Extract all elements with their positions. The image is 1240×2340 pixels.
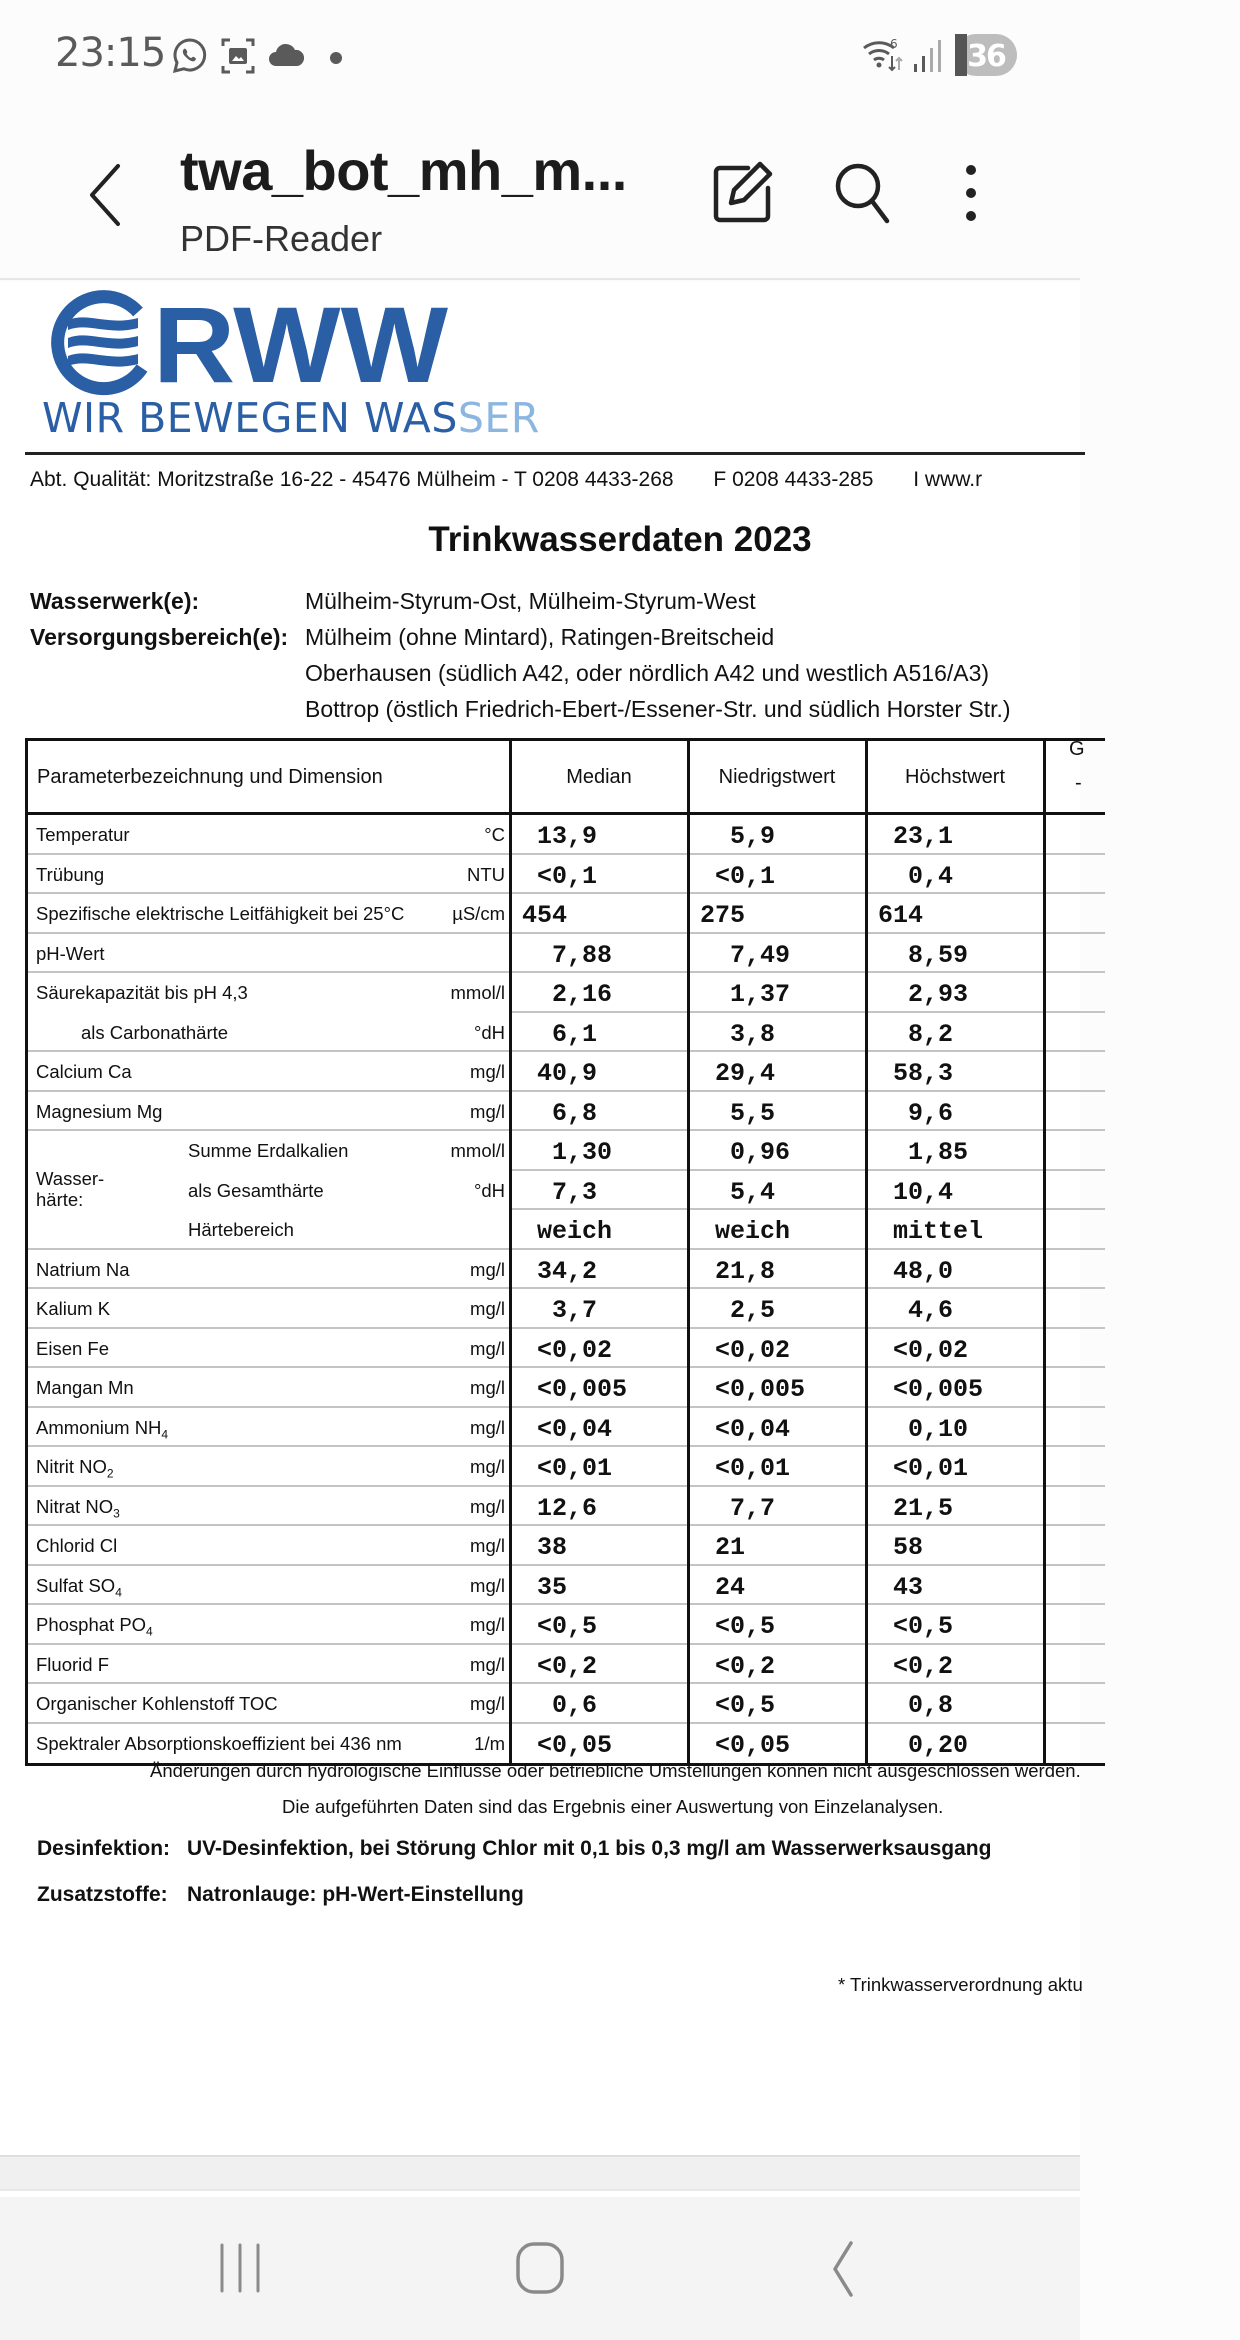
parameter-name-text: Härtebereich: [188, 1219, 294, 1240]
disinfection-label: Desinfektion:: [37, 1837, 171, 1860]
parameter-unit: 1/m: [474, 1732, 505, 1754]
parameter-name-text: Mangan Mn: [36, 1377, 134, 1398]
edit-icon: [716, 164, 770, 220]
parameter-name: [36, 1061, 132, 1083]
table-row: [25, 855, 1105, 895]
info-value: Mülheim (ohne Mintard), Ratingen-Breitscheid: [305, 624, 775, 650]
value-median: 38: [522, 1533, 568, 1562]
parameter-name-text: Phosphat PO: [36, 1614, 147, 1635]
parameter-unit: mg/l: [470, 1258, 505, 1280]
value-median: weich: [522, 1217, 613, 1246]
value-min: <0,005: [700, 1375, 806, 1404]
footnote-data: Die aufgeführten Daten sind das Ergebnis einer Auswertung von Einzelanalysen.: [282, 1796, 944, 1817]
parameter-name: [36, 1377, 134, 1399]
value-min: 24: [700, 1572, 746, 1602]
system-nav-bar: [0, 2197, 1080, 2340]
column-divider: [865, 738, 868, 1766]
value-max: 23,1: [878, 822, 954, 851]
value-median: 0,6: [522, 1691, 598, 1720]
value-max: mittel: [878, 1217, 984, 1246]
value-max: <0,02: [878, 1335, 969, 1365]
value-min: 7,49: [700, 940, 791, 970]
value-median: 6,1: [522, 1019, 598, 1049]
header-rule: [25, 452, 1085, 455]
parameter-name: [36, 1259, 130, 1281]
parameter-name-text: Spezifische elektrische Leitfähigkeit bei 25°C: [36, 903, 405, 924]
value-max: 0,8: [878, 1691, 954, 1720]
parameter-unit: mg/l: [470, 1416, 505, 1438]
table-row: [25, 1092, 1105, 1132]
value-min: 0,96: [700, 1138, 791, 1167]
parameter-name: [36, 1575, 122, 1600]
parameter-name-text: Säurekapazität bis pH 4,3: [36, 982, 248, 1003]
table-row: [25, 1645, 1105, 1685]
value-max: 21,5: [878, 1493, 954, 1523]
parameter-unit: mg/l: [470, 1298, 505, 1319]
table-row: [25, 815, 1105, 855]
value-min: <0,05: [700, 1730, 791, 1760]
value-median: 6,8: [522, 1098, 598, 1128]
header-parameter: Parameterbezeichnung und Dimension: [37, 765, 383, 788]
value-median: <0,005: [522, 1375, 628, 1404]
value-max: <0,005: [878, 1375, 984, 1404]
parameter-name-text: Spektraler Absorptionskoeffizient bei 436 nm: [36, 1732, 402, 1754]
parameter-unit: mg/l: [470, 1495, 505, 1517]
address-line: [30, 468, 1016, 492]
parameter-name-text: Natrium Na: [36, 1258, 130, 1280]
additives-row: [37, 1883, 524, 1907]
parameter-unit: °dH: [473, 1021, 505, 1043]
table-row: [25, 1566, 1105, 1606]
value-median: <0,2: [522, 1651, 598, 1681]
value-min: <0,02: [700, 1335, 791, 1365]
value-min: 3,8: [700, 1019, 776, 1049]
value-max: <0,01: [878, 1454, 969, 1483]
document-title: twa_bot_mh_m...: [180, 139, 627, 202]
table-row: [25, 1013, 1105, 1053]
value-min: 5,5: [700, 1098, 776, 1128]
value-min: <0,04: [700, 1414, 791, 1444]
parameter-name: [36, 1496, 120, 1521]
value-median: <0,04: [522, 1414, 613, 1444]
value-min: 21,8: [700, 1256, 776, 1286]
parameter-name: [36, 903, 404, 925]
value-median: 7,88: [522, 940, 613, 970]
disinfection-value: UV-Desinfektion, bei Störung Chlor mit 0,1 bis 0,3 mg/l am Wasserwerksausgang: [187, 1837, 992, 1860]
additives-value: Natronlauge: pH-Wert-Einstellung: [187, 1883, 524, 1906]
address-fax: F 0208 4433-285: [713, 468, 874, 491]
search-icon: [838, 166, 887, 221]
table-row: [25, 1526, 1105, 1566]
info-value: Bottrop (östlich Friedrich-Ebert-/Essener-Str. und südlich Horster Str.): [305, 696, 1011, 722]
value-median: 3,7: [522, 1296, 598, 1325]
value-median: <0,01: [522, 1454, 613, 1483]
value-min: <0,1: [700, 861, 776, 891]
value-max: 58: [878, 1533, 924, 1562]
table-border-left: [25, 738, 28, 1766]
parameter-name: [36, 824, 130, 846]
header-max: Höchstwert: [904, 765, 1006, 788]
whatsapp-icon: [170, 36, 210, 76]
value-median: <0,02: [522, 1335, 613, 1365]
logo-text: RWW: [153, 284, 449, 405]
tagline-light: SER: [457, 394, 540, 442]
battery-level: 36: [967, 39, 1005, 74]
additives-label: Zusatzstoffe:: [37, 1883, 168, 1906]
value-max: <0,5: [878, 1612, 954, 1641]
footnote-changes: Änderungen durch hydrologische Einflüsse oder betriebliche Umstellungen können nicht ausgeschlossen werden.: [150, 1760, 1081, 1781]
table-row: [25, 1250, 1105, 1290]
parameter-name-text: Temperatur: [36, 824, 130, 845]
parameter-subscript: 2: [106, 1466, 114, 1481]
svg-text:6: 6: [890, 37, 898, 51]
table-row: [25, 1447, 1105, 1487]
parameter-name-text: pH-Wert: [36, 942, 105, 964]
parameter-unit: µS/cm: [452, 903, 505, 924]
parameter-name-text: Summe Erdalkalien: [188, 1140, 349, 1161]
value-max: 8,59: [878, 940, 969, 970]
table-row: [25, 1724, 1105, 1764]
table-row: [25, 894, 1105, 934]
parameter-unit: NTU: [466, 863, 505, 885]
more-options-button[interactable]: [936, 158, 1006, 228]
value-median: 13,9: [522, 822, 598, 851]
value-min: 275: [700, 901, 746, 930]
parameter-subscript: 4: [115, 1585, 122, 1600]
table-row: [25, 1289, 1105, 1329]
info-label: Wasserwerk(e):: [30, 588, 200, 614]
info-value: Oberhausen (südlich A42, oder nördlich A42 und westlich A516/A3): [305, 660, 990, 686]
value-max: 43: [878, 1572, 924, 1602]
value-median: 12,6: [522, 1493, 598, 1523]
header-median: Median: [566, 765, 632, 788]
parameter-name: [36, 1693, 278, 1715]
header-limit-partial-dash: -: [1075, 771, 1082, 794]
parameter-name: [36, 982, 248, 1004]
page-separator: [0, 2155, 1080, 2191]
value-max: 48,0: [878, 1256, 954, 1286]
parameter-name: [36, 1535, 117, 1557]
table-row: [25, 934, 1105, 974]
table-row: [25, 1171, 1105, 1211]
value-max: 1,85: [878, 1138, 969, 1167]
value-median: <0,1: [522, 861, 598, 891]
table-row: [25, 1052, 1105, 1092]
parameter-name: [36, 1456, 114, 1481]
address-web: I www.r: [913, 468, 983, 491]
parameter-unit: mg/l: [470, 1100, 505, 1122]
table-row: [25, 1487, 1105, 1527]
parameter-name: [188, 1219, 294, 1241]
value-min: <0,01: [700, 1454, 791, 1483]
value-min: <0,5: [700, 1612, 776, 1641]
info-value: Mülheim-Styrum-Ost, Mülheim-Styrum-West: [305, 588, 756, 614]
value-max: 9,6: [878, 1098, 954, 1128]
parameter-name-text: Eisen Fe: [36, 1337, 110, 1359]
search-button[interactable]: [828, 158, 898, 228]
table-row: [25, 1368, 1105, 1408]
rww-logo-graphic: [38, 284, 458, 405]
signal-icon: [910, 38, 946, 74]
parameter-name: [36, 943, 105, 965]
value-median: <0,5: [522, 1612, 598, 1641]
value-min: 21: [700, 1533, 746, 1562]
edit-button[interactable]: [708, 158, 778, 228]
table-row: [25, 973, 1105, 1013]
header-limit-partial: G: [1069, 737, 1085, 760]
parameter-name: [36, 1298, 110, 1320]
value-max: 0,20: [878, 1730, 969, 1760]
parameter-name: [36, 1338, 109, 1360]
parameter-name-text: als Carbonathärte: [81, 1021, 229, 1043]
table-row: [25, 1408, 1105, 1448]
value-median: 35: [522, 1572, 568, 1602]
column-divider: [509, 738, 512, 1766]
home-button[interactable]: [505, 2235, 575, 2301]
wifi-6-icon: [862, 36, 906, 76]
column-divider: [687, 738, 690, 1766]
parameter-name-text: Chlorid Cl: [36, 1535, 118, 1556]
value-median: 40,9: [522, 1059, 598, 1088]
value-max: 2,93: [878, 980, 969, 1009]
parameter-unit: mg/l: [470, 1061, 505, 1082]
parameter-name-text: Sulfat SO: [36, 1574, 116, 1596]
parameter-unit: mg/l: [470, 1653, 505, 1675]
recent-apps-icon: [222, 2245, 258, 2291]
more-options-icon: [966, 165, 976, 221]
table-row: [25, 1605, 1105, 1645]
parameter-name-text: Organischer Kohlenstoff TOC: [36, 1693, 278, 1714]
parameter-name-text: Nitrat NO: [36, 1495, 114, 1517]
parameter-name: [36, 1614, 153, 1639]
value-min: 2,5: [700, 1296, 776, 1325]
parameter-name: [188, 1180, 324, 1202]
cloud-icon: [266, 36, 306, 76]
tagline: [42, 394, 540, 442]
value-min: weich: [700, 1217, 791, 1246]
parameter-name: [36, 1417, 168, 1442]
value-max: <0,2: [878, 1651, 954, 1681]
parameter-name-text: Ammonium NH: [36, 1416, 162, 1438]
screenshot-icon: [220, 36, 256, 76]
parameter-unit: mg/l: [470, 1535, 505, 1556]
back-button[interactable]: [80, 160, 130, 230]
address-dept: Abt. Qualität: Moritzstraße 16-22 - 45476 Mülheim - T 0208 4433-268: [30, 468, 674, 491]
parameter-unit: mg/l: [470, 1693, 505, 1714]
rww-logo: [38, 284, 458, 405]
footnote-regulation: * Trinkwasserverordnung aktu: [838, 1974, 1083, 1995]
status-bar: [0, 0, 1080, 110]
app-bar: [0, 110, 1080, 280]
value-median: 454: [522, 901, 568, 930]
battery-indicator: [955, 34, 1017, 76]
column-divider: [1043, 738, 1046, 1766]
value-median: 7,3: [522, 1177, 598, 1207]
value-median: 34,2: [522, 1256, 598, 1286]
parameter-unit: mmol/l: [450, 982, 505, 1003]
parameter-name-text: Magnesium Mg: [36, 1100, 163, 1122]
parameter-unit: °C: [484, 824, 505, 845]
parameter-name: [36, 1101, 162, 1123]
table-row: [25, 1131, 1105, 1171]
parameter-name: [36, 1654, 109, 1676]
app-subtitle: PDF-Reader: [180, 218, 383, 259]
value-min: 7,7: [700, 1493, 776, 1523]
value-median: 1,30: [522, 1138, 613, 1167]
parameter-name-text: Nitrit NO: [36, 1456, 107, 1477]
document-heading: Trinkwasserdaten 2023: [428, 520, 812, 559]
parameter-subscript: 4: [146, 1624, 153, 1639]
parameter-unit: mmol/l: [450, 1140, 505, 1161]
pdf-page[interactable]: [0, 282, 1085, 2155]
parameter-name-text: Fluorid F: [36, 1653, 109, 1675]
parameter-name: [36, 1733, 402, 1755]
parameter-unit: mg/l: [470, 1574, 505, 1596]
parameter-name-text: Trübung: [36, 863, 105, 885]
value-min: 29,4: [700, 1059, 776, 1088]
value-max: 8,2: [878, 1019, 954, 1049]
parameter-name-text: Kalium K: [36, 1298, 111, 1319]
parameter-unit: °dH: [473, 1179, 505, 1201]
parameter-name: [36, 864, 104, 886]
info-label: Versorgungsbereich(e):: [30, 624, 289, 650]
parameter-unit: mg/l: [470, 1614, 505, 1635]
chevron-left-icon: [92, 166, 118, 224]
value-max: 4,6: [878, 1296, 954, 1325]
header-min: Niedrigstwert: [718, 765, 836, 788]
recent-apps-button[interactable]: [205, 2235, 275, 2301]
parameter-unit: mg/l: [470, 1377, 505, 1398]
parameter-unit: mg/l: [470, 1337, 505, 1359]
system-back-button[interactable]: [805, 2235, 875, 2301]
value-max: 614: [878, 901, 924, 930]
notification-dot-icon: [330, 52, 342, 64]
value-max: 0,10: [878, 1414, 969, 1444]
parameter-name-text: Calcium Ca: [36, 1061, 132, 1082]
value-min: 5,4: [700, 1177, 776, 1207]
value-median: <0,05: [522, 1730, 613, 1760]
parameter-subscript: 4: [161, 1427, 169, 1442]
tagline-dark: WIR BEWEGEN WAS: [42, 394, 458, 442]
water-wave-icon: [58, 297, 142, 389]
parameter-subscript: 3: [113, 1506, 120, 1521]
value-max: 58,3: [878, 1059, 954, 1088]
parameter-unit: mg/l: [470, 1456, 505, 1477]
value-max: 0,4: [878, 861, 954, 891]
home-icon: [518, 2244, 562, 2292]
parameter-name-text: als Gesamthärte: [188, 1179, 324, 1201]
value-median: 2,16: [522, 980, 613, 1009]
back-icon: [835, 2243, 851, 2295]
table-row: [25, 1210, 1105, 1250]
disinfection-row: [37, 1837, 992, 1861]
value-min: <0,2: [700, 1651, 776, 1681]
value-max: 10,4: [878, 1177, 954, 1207]
status-time: 23:15: [55, 30, 166, 76]
water-hardness-label: Wasser- härte:: [36, 1168, 105, 1211]
table-row: [25, 1684, 1105, 1724]
table-row: [25, 1329, 1105, 1369]
value-min: <0,5: [700, 1691, 776, 1720]
parameter-name: [188, 1140, 348, 1162]
value-min: 5,9: [700, 822, 776, 851]
value-min: 1,37: [700, 980, 791, 1009]
parameter-name: [81, 1022, 228, 1044]
